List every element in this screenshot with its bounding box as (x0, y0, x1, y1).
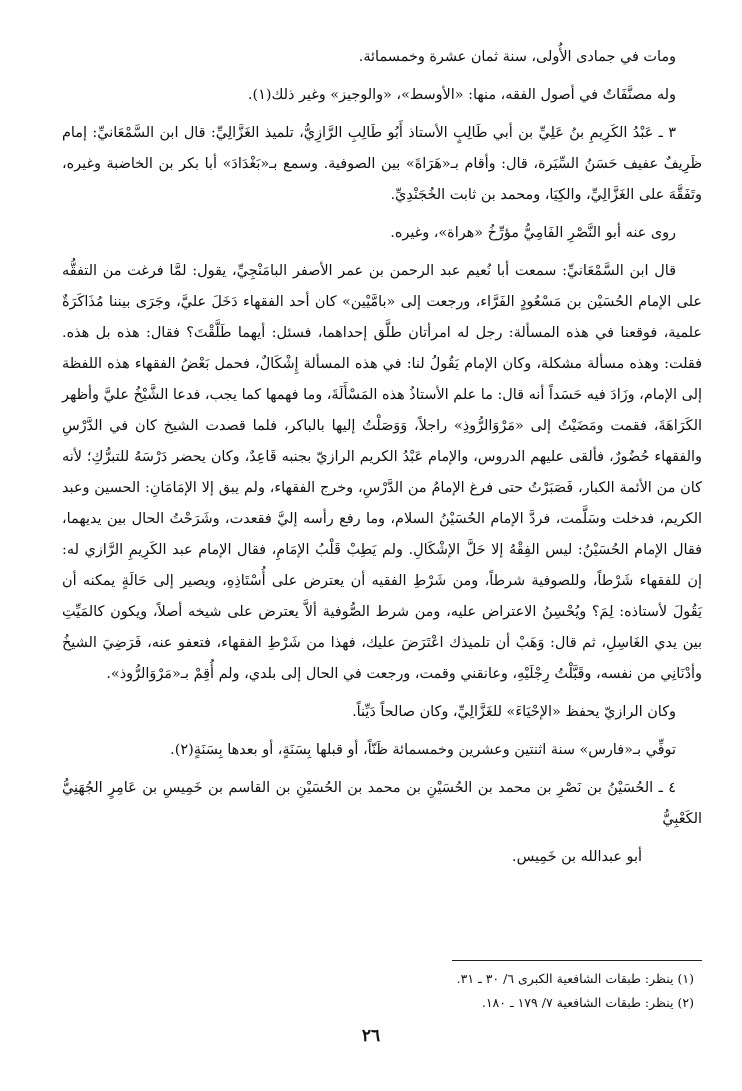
entry-3-heading: ٣ ـ عَبْدُ الكَرِيمِ بنُ عَلِيِّ بن أبي طَالِبٍ الأستاذ أَبُو طَالِبِ الرَّازِيُّ، تلميذ الغَزَّالِيِّ: قال ابن السَّمْعَانيِّ: إمام ظَرِيفٌ عفيف حَسَنُ السِّيَرة، قال: وأقام بـ«هَرَاةَ» بين الصوفية. وسمع بـ«بَغْدَادَ» أبا بكر بن الخاضبة وغيره، وتَفَقَّهَ على الغَزَّالِيِّ، والكِيَا، ومحمد بن ثابت الخُجَنْدِيِّ. (62, 125, 702, 203)
paragraph-ihya: وكان الرازيّ يحفظ «الإحْيَاءَ» للغَزَّالِيِّ، وكان صالحاً دَيِّناً. (352, 704, 676, 720)
footnote-divider (452, 960, 702, 961)
footnote-2: (٢) ينظر: طبقات الشافعية ٧/ ١٧٩ ـ ١٨٠. (481, 995, 694, 1010)
paragraph-works: وله مصنَّفَاتٌ في أصول الفقه، منها: «الأوسط»، «والوجيز» وغير ذلك(١). (247, 87, 676, 103)
main-text (62, 42, 702, 873)
footnotes (62, 960, 702, 1015)
paragraph-death-date: ومات في جمادى الأُولى، سنة ثمان عشرة وخمسمائة. (358, 49, 676, 65)
entry-4-kunya: أبو عبدالله بن خَمِيس. (512, 849, 642, 865)
entry-4-heading: ٤ ـ الحُسَيْنُ بن نَصْرِ بن محمد بن الحُسَيْنِ بن محمد بن الحُسَيْنِ بن القاسم بن خَمِيسِ بن عَامِرٍ الجُهَنِيُّ الكَعْبِيُّ (62, 780, 702, 827)
paragraph-death: توفِّي بـ«فارس» سنة اثنتين وعشرين وخمسمائة ظَنّاً، أو قبلها بِسَنَةٍ، أو بعدها بِسَنَةٍ(٢). (170, 742, 676, 758)
page-number: ٢٦ (361, 1026, 381, 1046)
paragraph-narrators: روى عنه أبو النَّصْرِ الفَامِيُّ مؤرِّخُ «هراة»، وغيره. (390, 225, 676, 241)
footnote-1: (١) ينظر: طبقات الشافعية الكبرى ٦/ ٣٠ ـ ٣١. (456, 971, 694, 986)
paragraph-story: قال ابن السَّمْعَانيِّ: سمعت أبا نُعيم عبد الرحمن بن عمر الأصفر البامَنْجِيِّ، يقول: لمَّا فرغت من التفقُّه على الإمام الحُسَيْن بن مَسْعُودٍ الفَرَّاء، ورجعت إلى «بامَّيْين» كان أحد الفقهاء دَخَلَ عليَّ، وجَرَى بيننا مُذَاكَرَةٌ علمية، فوقعنا في هذه المسألة: رجل له امرأتان طلَّق إحداهما، فسئل: أيهما طَلَّقْتَ؟ فقال: هذه بل هذه. فقلت: وهذه مسألة مشكلة، وكان الإمام يَقُولُ لنا: في هذه المسألة إِشْكَالٌ، فحمل بَعْضُ الفقهاء هذه اللفظة إلى الإمام، وزَادَ فيه حَسَداً أنه قال: ما علم الأستاذُ هذه المَسْأَلَةَ، وما فهمها كما يجب، فدعا الشَّيْخُ عليَّ وأظهر الكَرَاهَةَ، فقمت ومَضَيْتُ إلى «مَرْوَالرُّوذِ» راجلاً، وَوَصَلْتُ إليها بالباكر، فلما قصدت الشيخ كان في الدَّرْسِ والفقهاء حُضُورٌ، فألقى عليهم الدروس، والإمام عَبْدُ الكريم الرازيّ بجنبه قَاعِدٌ، وكان يحضر دَرْسَهُ للتبرُّكِ؛ لأنه كان من الأئمة الكبار، فَصَبَرْتُ حتى فرغ الإمامُ من الدَّرْسِ، وخرج الفقهاء، ولم يبق إلا الإمَامَانِ: الحسين وعبد الكريم، فدخلت وسَلَّمت، فردَّ الإمام الحُسَيْنُ السلام، وما رفع رأسه إليَّ فقعدت، وشَرَحْتُ الحال بين يديهما، فقال الإمام الحُسَيْنُ: ليس الفِقْهُ إلا حَلَّ الإشْكَالِ. ولم يَطِبْ قَلْبُ الإمَامِ، فقال الإمام عبد الكَرِيمِ الرَّازي له: إن للفقهاء شَرْطاً، وللصوفية شرطاً، ومن شَرْطِ الفقيه أن يعترض على أُسْتَاذِهِ، ويصير إلى حَالَةٍ يمكنه أن يَقُولَ لأستاذه: لِمَ؟ ويُحْسِنُ الاعتراض عليه، ومن شرط الصُّوفية ألاَّ يعترض على شيخه أصلاً، ويكون كالمَيِّتِ بين يدي الغَاسِلِ، ثم قال: وَهَبْ أن تلميذك اعْتَرَضَ عليك، فهذا من شَرْطِ الفقهاء، فتعفو عنه، فَرَضِيَ الشيخُ وأدْنَانِي من نفسه، وقَبَّلْتُ رِجْلَيْهِ، وعانقني وقمت، ورجعت في الحال إلى بلدي، ولم أُقِمْ بـ«مَرْوَالرُّوذ». (62, 263, 702, 682)
